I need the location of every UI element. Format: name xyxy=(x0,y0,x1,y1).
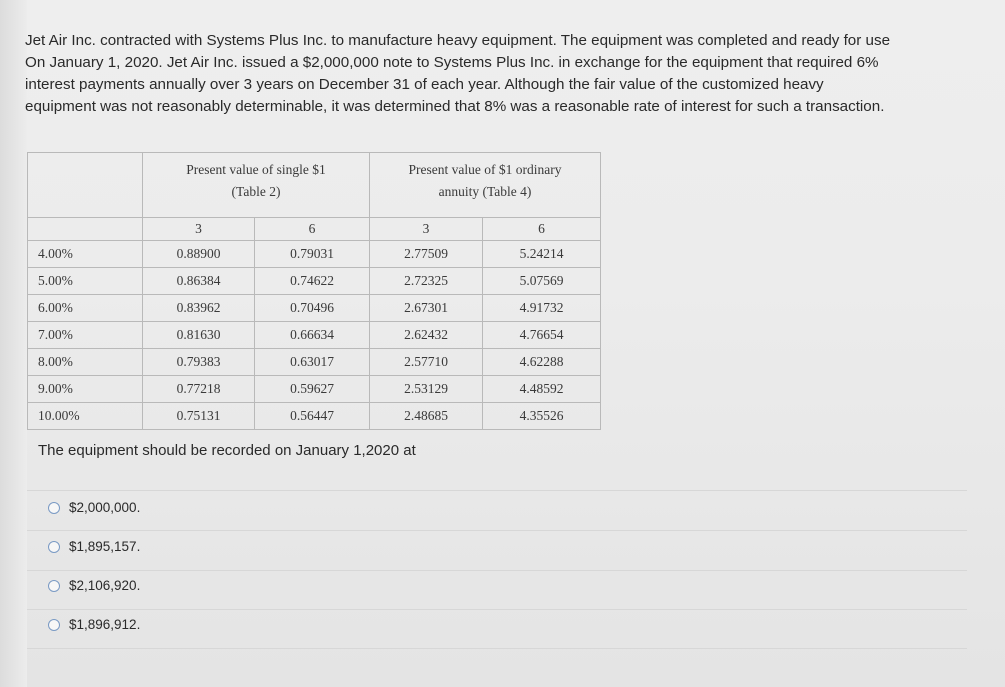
value-cell: 0.63017 xyxy=(255,349,370,376)
value-cell: 4.62288 xyxy=(483,349,601,376)
question-line: On January 1, 2020. Jet Air Inc. issued a $2,000,000 note to Systems Plus Inc. in exchange for the equipment that required 6% xyxy=(25,54,879,71)
table-corner-sub xyxy=(28,218,143,241)
question-prompt: The equipment should be recorded on January 1,2020 at xyxy=(38,442,416,459)
question-line: interest payments annually over 3 years on December 31 of each year. Although the fair value of the customized heavy xyxy=(25,76,824,93)
rate-cell: 10.00% xyxy=(28,403,143,430)
radio-button-icon[interactable] xyxy=(48,541,60,553)
rate-cell: 6.00% xyxy=(28,295,143,322)
single-pv-header-line2: (Table 2) xyxy=(231,184,281,199)
annuity-pv-header-line1: Present value of $1 ordinary xyxy=(408,162,562,177)
annuity-pv-header-line2: annuity (Table 4) xyxy=(438,184,532,199)
answer-option-label: $1,896,912. xyxy=(69,617,141,632)
value-cell: 0.77218 xyxy=(143,376,255,403)
value-cell: 4.91732 xyxy=(483,295,601,322)
value-cell: 2.72325 xyxy=(370,268,483,295)
period-header: 3 xyxy=(370,218,483,241)
radio-button-icon[interactable] xyxy=(48,502,60,514)
single-pv-header-line1: Present value of single $1 xyxy=(186,162,326,177)
table-row xyxy=(28,349,601,376)
single-pv-header xyxy=(143,153,370,218)
value-cell: 0.70496 xyxy=(255,295,370,322)
table-row xyxy=(28,376,601,403)
table-row xyxy=(28,268,601,295)
rate-cell: 9.00% xyxy=(28,376,143,403)
rate-cell: 5.00% xyxy=(28,268,143,295)
table-row xyxy=(28,295,601,322)
rate-cell: 7.00% xyxy=(28,322,143,349)
table-row xyxy=(28,241,601,268)
table-corner xyxy=(28,153,143,218)
answer-option-label: $2,106,920. xyxy=(69,578,141,593)
value-cell: 0.59627 xyxy=(255,376,370,403)
value-cell: 0.88900 xyxy=(143,241,255,268)
value-cell: 0.56447 xyxy=(255,403,370,430)
value-cell: 5.24214 xyxy=(483,241,601,268)
rate-cell: 8.00% xyxy=(28,349,143,376)
value-cell: 4.76654 xyxy=(483,322,601,349)
value-cell: 2.67301 xyxy=(370,295,483,322)
left-edge xyxy=(0,0,27,687)
rate-cell: 4.00% xyxy=(28,241,143,268)
divider xyxy=(27,530,967,531)
question-line: Jet Air Inc. contracted with Systems Plus Inc. to manufacture heavy equipment. The equipment was completed and ready for use xyxy=(25,32,891,49)
value-cell: 0.79383 xyxy=(143,349,255,376)
value-cell: 0.86384 xyxy=(143,268,255,295)
divider xyxy=(27,490,967,491)
value-cell: 2.53129 xyxy=(370,376,483,403)
present-value-table xyxy=(27,152,601,430)
value-cell: 4.35526 xyxy=(483,403,601,430)
value-cell: 4.48592 xyxy=(483,376,601,403)
annuity-pv-header xyxy=(370,153,601,218)
divider xyxy=(27,570,967,571)
divider xyxy=(27,648,967,649)
period-header: 6 xyxy=(483,218,601,241)
table-row xyxy=(28,322,601,349)
value-cell: 2.77509 xyxy=(370,241,483,268)
value-cell: 0.81630 xyxy=(143,322,255,349)
value-cell: 0.75131 xyxy=(143,403,255,430)
table-row xyxy=(28,403,601,430)
answer-option-label: $1,895,157. xyxy=(69,539,141,554)
answer-option[interactable] xyxy=(48,578,140,593)
period-header: 6 xyxy=(255,218,370,241)
answer-option[interactable] xyxy=(48,500,140,515)
value-cell: 5.07569 xyxy=(483,268,601,295)
divider xyxy=(27,609,967,610)
radio-button-icon[interactable] xyxy=(48,619,60,631)
period-header: 3 xyxy=(143,218,255,241)
value-cell: 0.83962 xyxy=(143,295,255,322)
answer-option[interactable] xyxy=(48,617,140,632)
value-cell: 0.74622 xyxy=(255,268,370,295)
value-cell: 2.48685 xyxy=(370,403,483,430)
value-cell: 2.62432 xyxy=(370,322,483,349)
question-line: equipment was not reasonably determinable, it was determined that 8% was a reasonable rate of interest for such a transaction. xyxy=(25,98,885,115)
value-cell: 2.57710 xyxy=(370,349,483,376)
radio-button-icon[interactable] xyxy=(48,580,60,592)
value-cell: 0.66634 xyxy=(255,322,370,349)
value-cell: 0.79031 xyxy=(255,241,370,268)
answer-option-label: $2,000,000. xyxy=(69,500,141,515)
question-text xyxy=(25,30,990,118)
answer-option[interactable] xyxy=(48,539,140,554)
